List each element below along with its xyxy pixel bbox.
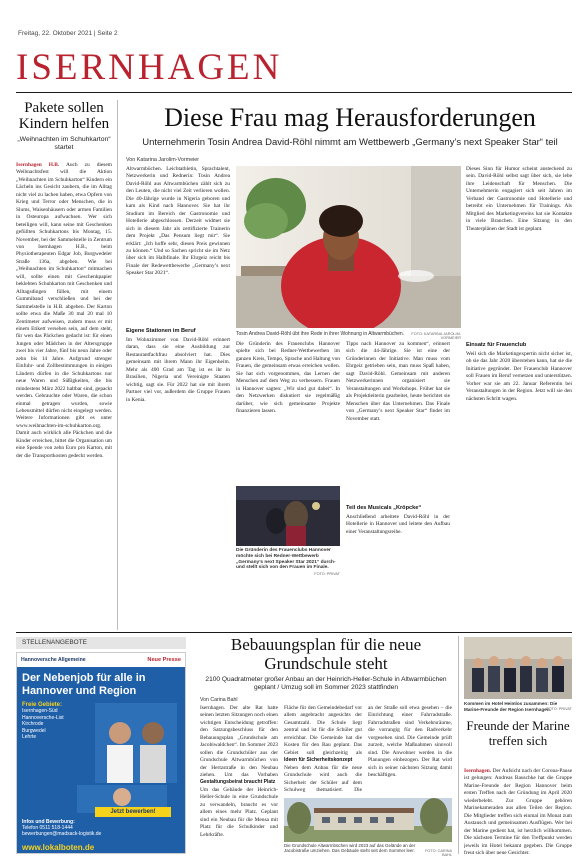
main-col2-text: Die Gründerin des Frauenclubs Hannover spielte sich bei Redner-Wettbewerben im ganzen Kreis, Tempo, Sprache und Haltung von Frauen, die gemeinsam etwas erreichen wollen. Sie hat sich vorgenommen, das Lernen der Menschen auf dem Weg zu verbessern. Frauen in Hannover sagten: „Wir sind gut dabei“. In den Netzwerken diskutiert sie regelmäßig darüber, wie sich gemeinsame Projekte finanzieren lassen. (236, 341, 340, 415)
marine-photo-credit: FOTO: PRIVAT (546, 707, 572, 711)
ad-items-title: Freie Gebiete: (22, 702, 63, 708)
main-col1 (126, 166, 230, 324)
ad-brands (17, 653, 185, 667)
ad-left-brand: Hannoversche Allgemeine (21, 657, 86, 663)
ad-headline: Der Nebenjob für alle in Hannover und Region (22, 672, 146, 697)
left-story-subhead: „Weihnachten im Schuhkarton“ startet (17, 136, 111, 151)
inset-credit: FOTO: PRIVAT (314, 572, 340, 576)
masthead-rule (16, 92, 572, 93)
ad-panel (17, 667, 185, 853)
ad-label: STELLENANGEBOTE (16, 637, 186, 649)
ad-item: Kirchrode (22, 721, 44, 727)
main-subhead: Unternehmerin Tosin Andrea David-Röhl nimmt am Wettbewerb „Germany’s next Speaker Star“ teil (142, 137, 558, 148)
main-col1b (126, 337, 230, 625)
main-byline: Von Katarina Jarolim-Vormeier (126, 157, 200, 163)
school-col1b (200, 787, 278, 845)
main-col4 (466, 166, 572, 338)
main-col3-subhead: Teil des Musicals „Kröpcke“ (346, 505, 422, 511)
ad-item: Hannoversche-List (22, 714, 64, 721)
school-photo-credit: FOTO: CARINA BAHL (425, 849, 452, 857)
main-col3 (346, 341, 450, 501)
inset-photo (236, 486, 340, 546)
school-col2b-text: Neben dem Anbau für die neue Grundschule wird auch die Sicherheit der Schüler auf dem Schulweg thematisiert. Die (284, 765, 362, 794)
school-col1 (200, 705, 278, 777)
school-col1b-text: Um das Gebäude der Heinrich-Heller-Schule in eine Grundschule zu verwandeln, braucht es vor allem eines mehr Platz. Geplant sind ein Neubau für die Mensa mit Platz für die Schulkinder und Lehrkräfte. (200, 787, 278, 838)
stage-photo (236, 486, 340, 546)
school-col1-subhead: Gestaltungsbeirat braucht Platz (200, 779, 276, 785)
masthead: ISERNHAGEN (16, 47, 283, 88)
school-headline: Bebauungsplan für die neue Grundschule steht (230, 635, 422, 673)
inset-caption: Die Gründerin des Frauenclubs Hannover möchte sich bei Redner-Wettbewerb „Germany’s next Speaker Star 2021“ durch- und stellt sich von den Frauen im Finale. (236, 548, 336, 571)
school-col2-subhead: Ideen für Sicherheitskonzept (284, 757, 353, 763)
main-col4b (466, 351, 572, 626)
school-col2 (284, 705, 362, 755)
left-story-lead: Isernhagen H.B. (16, 162, 60, 168)
left-story-headline: Pakete sollen Kindern helfen (18, 100, 110, 132)
ad-item: Isernhagen-Süd (22, 708, 58, 714)
main-col4b-text: Weil sich die Marketingexpertin nicht sicher ist, ob sie das Jahr 2020 überstehen kann, hat sie die Initiative gegründet. Der Frauenclub Hannover soll Frauen im Beruf vernetzen und unterstützen. Vorher war sie am 22. Januar Referentin bei Veranstaltungen in der Region. Jetzt will sie den nächsten Schritt wagen. (466, 351, 572, 402)
ad-contact (22, 819, 101, 837)
ad-item: Burgwedel (22, 727, 46, 734)
portrait-photo (236, 166, 461, 328)
main-col3b-text: Anschließend arbeitete David-Röhl in der Hotellerie in Hannover und leitete den Aufbau einer Veranstaltungsreihe. (346, 514, 450, 535)
ad-contact-title: Infos und Bewerbung: (22, 819, 75, 825)
group-photo (464, 637, 572, 699)
main-col3b (346, 514, 450, 626)
ad-contact-phone: Telefon 0511 518-1444 (22, 825, 73, 831)
column-divider (458, 636, 459, 854)
dateline: Freitag, 22. Oktober 2021 | Seite 2 (18, 30, 118, 37)
main-col1-subhead: Eigene Stationen im Beruf (126, 328, 196, 334)
main-photo-credit: FOTO: KATARINA JAROLIM-VORMEIER (411, 332, 461, 340)
marine-text: Der Aufsicht nach der Corona-Pause ist gelungen: Andreas Bauschke hat die Gruppe Marine-Freunde der Region Hannover beim ersten Treffen nach der Gründung im April 2020 wiederbelebt. Zur Gruppe gehören Marinekameraden aus allen Teilen der Region. Die Mitglieder treffen sich einmal im Monat zum Austausch und gemeinsamen Ausflügen. Wer bei der Marine gedient hat, ist herzlich willkommen. Die nächsten Termine für den Treffpunkt werden jeweils im Hotel bekannt gegeben. Die Gruppe freut sich über neue Gesichter. (464, 768, 572, 854)
school-col1-text: Isernhagen. Der alte Rat hatte seinen letzten Sitzungen noch einen wichtigen Entscheidung getroffen: den Satzungsbeschluss für den Bebauungsplan „Grundschule am Jacobiwaldchen“. Im Sommer 2023 sollen die Grundschüler aus der Grundschule Altwarmbüchen von der Hertzstraße in den Neubau ziehen. Um das Vorhaben (200, 705, 278, 777)
column-divider (117, 100, 118, 630)
main-headline: Diese Frau mag Herausforderungen (164, 103, 536, 132)
school-col2b (284, 765, 362, 795)
ad-item: Lehrte (22, 734, 37, 740)
ad-apply-button[interactable]: Jetzt bewerben! (95, 807, 171, 817)
school-photo (284, 798, 452, 842)
school-subhead: 2100 Quadratmeter großer Anbau an der Heinrich-Heller-Schule in Altwarmbüchen geplant / Umzug soll im Sommer 2023 stattfinden (205, 676, 447, 691)
main-col4-subhead: Einsatz für Frauenclub (466, 342, 527, 348)
left-story (16, 100, 112, 658)
marine-body (464, 768, 572, 854)
marine-headline: Freunde der Marine treffen sich (466, 718, 570, 748)
ad-people-photo (95, 703, 177, 783)
left-story-body (16, 162, 112, 642)
section-rule (16, 632, 572, 633)
marine-lead: Isernhagen. (464, 768, 492, 774)
ad-right-brand: Neue Presse (147, 657, 181, 663)
school-col3 (368, 705, 452, 795)
main-photo (236, 166, 461, 328)
main-col3-text: Tipps nach Hannover zu kommen“, erinnert sich die 44-Jährige. Sie ist eine der Gründerinnen der Initiative. Man muss vom Ehrgeiz getrieben sein, man muss Spaß haben, sagt David-Röhl. Gemeinsam mit anderen Netzwerkerinnen organisiert sie Veranstaltungen und Workshops. Früher hat sie als Projektleiterin gearbeitet, heute berichtet sie Menschen über das Unternehmen. Das Finale von „Germany’s next Speaker Star“ findet im November statt. (346, 341, 450, 422)
school-col3-text: an der Straße soll etwa gesehen – die Einrichtung einer Fahrradstraße. Fahrradstraßen sind Verkehrsräume, die vorrangig für den Radverkehr vorgesehen sind. Die Gemeinde prüft zurzeit, welche Maßnahmen sinnvoll sind. Die Anwohner werden in die Planungen einbezogen. Der Rat wird sich in seiner nächsten Sitzung damit beschäftigen. (368, 705, 452, 779)
job-ad[interactable] (16, 652, 186, 854)
marine-photo-caption: Kommen im Hotel Heimlos zusammen: Die Marine-Freunde der Region Isernhagen. (464, 701, 558, 712)
main-photo-caption: Tosin Andrea David-Röhl übt ihre Rede in ihrer Wohnung in Altwarmbüchen. (236, 331, 405, 337)
main-col1-text: Altwarmbüchen. Leichtathletin, Sprachtalent, Netzwerkerin und Rednerin: Tosin Andrea David-Röhl aus Altwarmbüchen zählt sich zu den Leuten, die nicht viel Zeit verlieren wollen. Die 40-Jährige wurde in Nigeria geboren und kam als Kind nach Hannover. Sie hat ihr Studium im Bereich der Gastronomie und Hotellerie abgeschlossen. Derzeit widmet sie sich in diesem Jahr als zertifizierte Trainerin dem Projekt „Das Pensum liegt mir“. Sie erklärt: „Ich hoffe sehr, diesen Preis gewinnen zu können.“ Und so Sachen spricht sie im Netz über sich im Halbfinale. Ihr Ehrgeiz reicht bis Finale der Redewettbewerbe „Germany’s next Speaker Star 2021“. (126, 166, 230, 277)
school-building-photo (284, 798, 452, 842)
left-story-text: Auch zu diesem Weihnachtsfest will die Aktion „Weihnachten im Schuhkarton“ Kindern ein Lächeln ins Gesicht zaubern, die im Alltag nicht viel zu lachen haben, etwa Opfern von Krieg und Terror oder Menschen, die in Slums, Waisenhäusern oder armen Familien in Osteuropa aufwachsen. Wer sich beteiligen will, kann seine mit Geschenken gefüllten Schuhkartons bis Montag, 15. November, bei der Sammelstelle in Zentrum von Isernhagen H.B., beim Physiotherapeuten Edgar Job, Burgwedeler Straße 136a, abgeben. Wie bei „Weihnachten im Schuhkarton“ mitmachen will, sollte einen mit Geschenkpapier beklebten Schuhkarton mit Geschenken und Alltagsdingen füllen, mit einem Gummiband verschließen und bei der Sammelstelle in H.B. abgeben. Der Karton sollte etwa die Maße 30 mal 20 mal 10 Zentimeter aufweisen, zudem muss er mit einem Etikett versehen sein, auf dem steht, für wen das Päckchen gedacht ist: für einen Jungen oder Mädchen in der Altersgruppe zwei bis vier Jahre, fünf bis neun Jahre oder zehn bis 14 Jahre. Aufgrund strenger Einfuhr- und Zollbestimmungen in einigen Ländern dürfen in die Schuhkartons nur neue Waren und Süßigkeiten, die bis mindestens März 2022 haltbar sind, gepackt werden. Gebrauchte oder Waren, die schon einmal getragen wurden, sowie Lebensmittel dürfen nicht eingelegt werden. Weitere Informationen gibt es unter www.weihnachten-im-schuhkarton.org. Damit auch wirklich alle Päckchen und die Kinder erreichen, bittet die Organisation um eine Spende von zehn Euro pro Karton, mit der die Transportkosten gedeckt werden. (16, 162, 112, 459)
school-photo-caption: Die Grundschule Altwarmbüchen wird 2023 auf das Gelände an der Jacobistraße umziehen. Das Gebäude steht seit dem Sommer leer. (284, 843, 416, 854)
main-col4-text: Dieses Sinn für Humor scheint ansteckend zu sein. David-Röhl selbst sagt über sich, sie lebe ihre Leidenschaft für Menschen. Die Unternehmerin engagiert sich seit Jahren im Verband der Gastronomie und Hotellerie und betreibt ein Unternehmen für Trainings. Als Mitglied des Marketingvereins hat sie Kontakte in viele Branchen. Eine Sitzung in den Theaterplänen der Stadt ist geplant. (466, 166, 572, 232)
school-byline: Von Carina Bahl (200, 697, 238, 703)
ad-url-link[interactable]: www.lokalboten.de (22, 843, 95, 852)
school-col2-text: Fläche für den Gemeindebedarf vor allem angebracht angesichts der Gesamtzahl. Die Schule liegt zentral und ist für die Schüler gut erreichbar. Die Gemeinde hat die Kosten für den Bau geplant. Das Gebiet soll gleichzeitig als (284, 705, 362, 755)
marine-photo (464, 637, 572, 699)
main-col1b-text: Im Wohnzimmer von David-Röhl erinnert daran, dass sie eine Ausbildung zur Restaurantfachfrau absolviert hat. Dies gemeinsam mit ihrem Mann ihr Eigenheim. Mehr als 400 Grad am Tag ist es ihr in Brasilien, Nigeria und Vereinigte Staaten wichtig, sagt sie. Für 2022 hat sie mit ihrem Partner viel vor, außerdem die Gruppe Frauen in Kenia. (126, 337, 230, 403)
ad-contact-email: bewerbungen@madsack-logistik.de (22, 831, 102, 837)
